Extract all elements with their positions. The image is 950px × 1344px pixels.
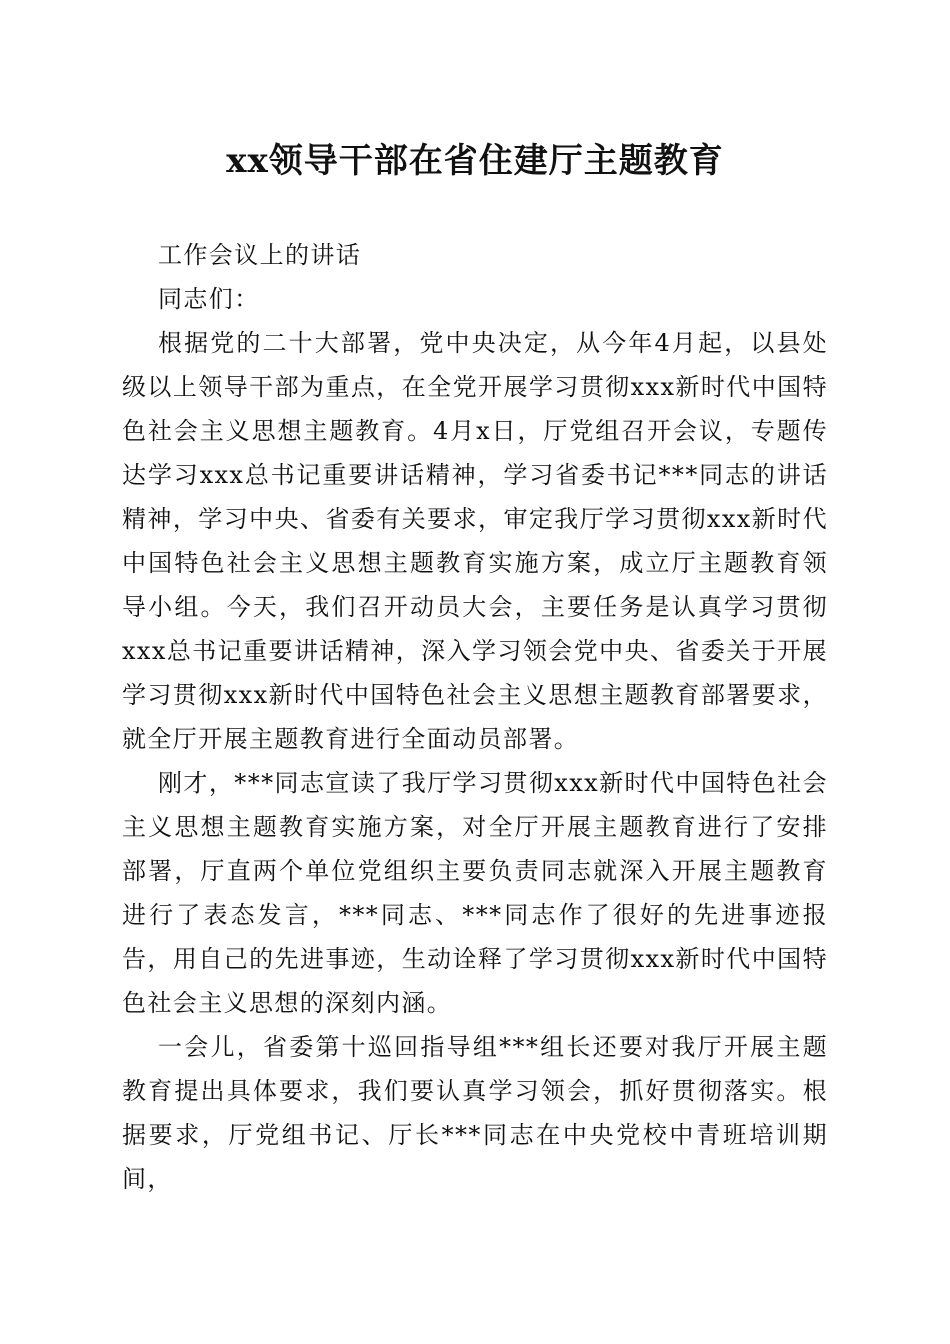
document-title: xx领导干部在省住建厅主题教育	[226, 141, 724, 181]
paragraph-3: 一会儿，省委第十巡回指导组***组长还要对我厅开展主题教育提出具体要求，我们要认真学习领会，抓好贯彻落实。根据要求，厅党组书记、厅长***同志在中央党校中青班培训期间，	[122, 1033, 828, 1193]
salutation: 同志们：	[158, 285, 260, 313]
document-body	[122, 233, 828, 1201]
paragraph-1: 根据党的二十大部署，党中央决定，从今年4月起，以县处级以上领导干部为重点，在全党开展学习贯彻xxx新时代中国特色社会主义思想主题教育。4月x日，厅党组召开会议，专题传达学习xxx总书记重要讲话精神，学习省委书记***同志的讲话精神，学习中央、省委有关要求，审定我厅学习贯彻xxx新时代中国特色社会主义思想主题教育实施方案，成立厅主题教育领导小组。今天，我们召开动员大会，主要任务是认真学习贯彻xxx总书记重要讲话精神，深入学习领会党中央、省委关于开展学习贯彻xxx新时代中国特色社会主义思想主题教育部署要求，就全厅开展主题教育进行全面动员部署。	[122, 329, 828, 753]
paragraph-2: 刚才，***同志宣读了我厅学习贯彻xxx新时代中国特色社会主义思想主题教育实施方案，对全厅开展主题教育进行了安排部署，厅直两个单位党组织主要负责同志就深入开展主题教育进行了表态发言，***同志、***同志作了很好的先进事迹报告，用自己的先进事迹，生动诠释了学习贯彻xxx新时代中国特色社会主义思想的深刻内涵。	[122, 769, 828, 1017]
subtitle-line: 工作会议上的讲话	[158, 241, 362, 269]
